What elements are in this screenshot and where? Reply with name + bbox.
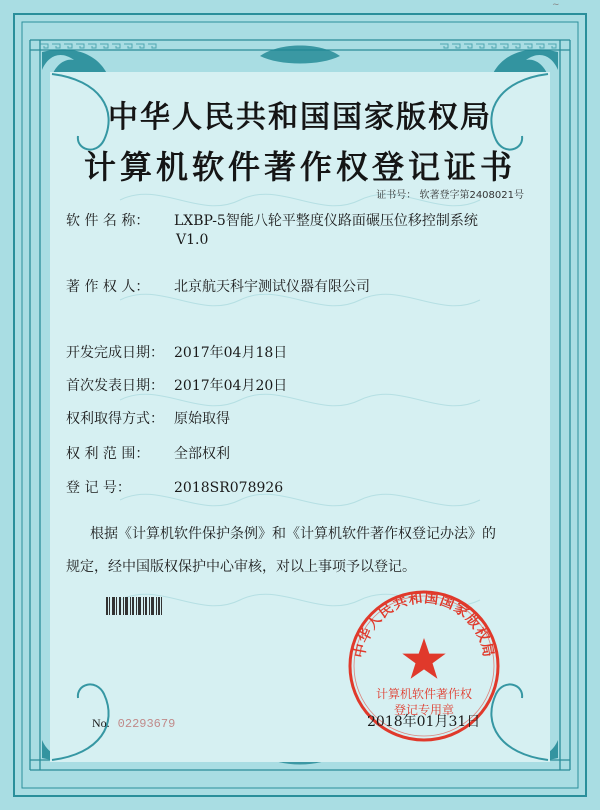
- software-name-row: [66, 210, 478, 230]
- seal-outer-text: 中华人民共和国国家版权局: [351, 590, 497, 660]
- serial-number: [92, 716, 175, 731]
- handwritten-mark: ~: [552, 0, 560, 10]
- pub-date-value: 2017年04月20日: [174, 378, 288, 394]
- certificate-number: 证书号： 软著登字第2408021号: [376, 190, 524, 201]
- software-name-value: LXBP-5智能八轮平整度仪路面碾压位移控制系统: [174, 213, 478, 229]
- dev-date-row: [66, 342, 287, 362]
- dev-date-value: 2017年04月18日: [174, 345, 288, 361]
- software-version: V1.0: [176, 232, 209, 248]
- acquisition-value: 原始取得: [174, 411, 230, 427]
- issue-date: 2018年01月31日: [367, 714, 481, 730]
- body-line-2: 规定，经中国版权保护中心审核，对以上事项予以登记。: [66, 559, 416, 575]
- registration-value: 2018SR078926: [174, 480, 284, 496]
- body-line-1: 根据《计算机软件保护条例》和《计算机软件著作权登记办法》的: [90, 526, 496, 542]
- pub-date-label: 首次发表日期：: [66, 378, 164, 394]
- scope-value: 全部权利: [174, 446, 230, 462]
- acquisition-label: 权利取得方式：: [66, 411, 164, 427]
- pub-date-row: [66, 375, 287, 395]
- serial-value: 02293679: [117, 717, 176, 731]
- acquisition-row: [66, 408, 230, 428]
- seal-star-icon: [402, 638, 445, 679]
- seal-line-1: 计算机软件著作权: [375, 687, 473, 701]
- owner-row: [66, 276, 370, 296]
- software-name-label: 软 件 名 称：: [66, 213, 150, 229]
- owner-label: 著 作 权 人：: [66, 279, 150, 295]
- dev-date-label: 开发完成日期：: [66, 345, 164, 361]
- serial-label: No.: [92, 716, 110, 730]
- owner-value: 北京航天科宇测试仪器有限公司: [174, 279, 370, 295]
- scope-row: [66, 443, 230, 463]
- registration-label: 登 记 号：: [66, 480, 131, 496]
- barcode-icon: [106, 597, 162, 615]
- scope-label: 权 利 范 围：: [66, 446, 150, 462]
- registration-row: [66, 477, 283, 497]
- seal-line-2: 登记专用章: [393, 703, 455, 717]
- issuer-title: 中华人民共和国国家版权局: [108, 100, 492, 135]
- certificate-title: 计算机软件著作权登记证书: [83, 148, 516, 186]
